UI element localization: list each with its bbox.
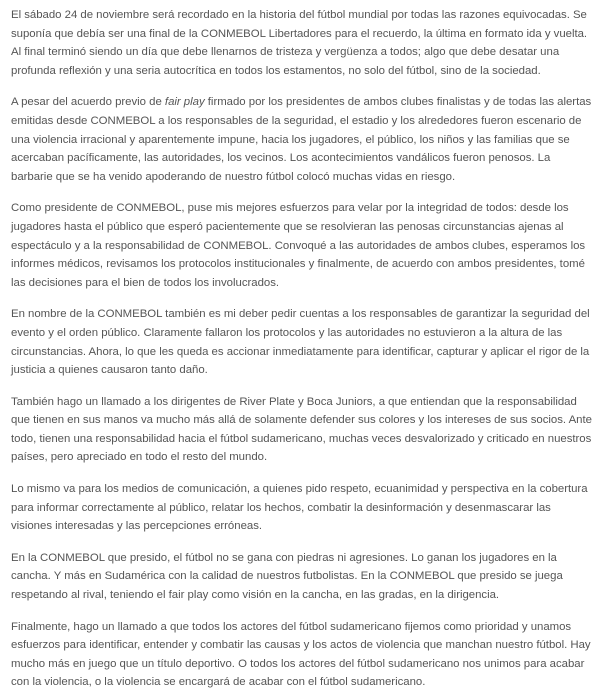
paragraph-2-emphasis: fair play	[164, 96, 205, 109]
paragraph-8: Finalmente, hago un llamado a que todos los actores del fútbol sudamericano fijemos como prioridad y unamos esfuerzos para identificar, entender y combatir las causas y los actos de violencia que manchan nuestro fútbol. Hay mucho más en juego que un título deportivo. O todos los actores del fútbol sudamericano nos unimos para acabar con la violencia, o la violencia se encargará de acabar con el fútbol sudamericano.	[11, 620, 591, 689]
paragraph-2	[11, 93, 592, 186]
paragraph-7: En la CONMEBOL que presido, el fútbol no se gana con piedras ni agresiones. Lo ganan los jugadores en la cancha. Y más en Sudamérica con la calidad de nuestros futbolistas. En la CONMEBOL que presido se juega respetando al rival, teniendo el fair play como visión en la cancha, en las gradas, en la dirigencia.	[11, 551, 563, 602]
paragraph-2-before: A pesar del acuerdo previo de	[11, 96, 165, 109]
paragraph-2-after: firmado por los presidentes de ambos clubes finalistas y de todas las alertas emitidas desde CONMEBOL a los responsables de la seguridad, el estadio y los alrededores fueron escenario de una violencia irracional y aparentemente impune, hacia los jugadores, el público, los niños y las familias que se acercaban pacíficamente, las autoridades, los vecinos. Los acontecimientos vandálicos fueron penosos. La barbarie que se ha venido apoderando de nuestro fútbol colocó muchas vidas en riesgo.	[11, 96, 592, 183]
paragraph-3: Como presidente de CONMEBOL, puse mis mejores esfuerzos para velar por la integridad de todos: desde los jugadores hasta el público que esperó pacientemente que se resolvieran las penosas circunstancias ajenas al espectáculo y a la responsabilidad de CONMEBOL. Convoqué a las autoridades de ambos clubes, esperamos los informes médicos, revisamos los protocolos institucionales y finalmente, de acuerdo con ambos presidentes, tomé las decisiones para el bien de todos los involucrados.	[11, 202, 586, 289]
paragraph-1: El sábado 24 de noviembre será recordado en la historia del fútbol mundial por todas las razones equivocadas. Se suponía que debía ser una final de la CONMEBOL Libertadores para el recuerdo, la última en formato ida y vuelta. Al final terminó siendo un día que debe llenarnos de tristeza y vergüenza a todos; algo que debe desatar una profunda reflexión y una seria autocrítica en todos los estamentos, no solo del fútbol, sino de la sociedad.	[11, 9, 588, 77]
paragraph-4: En nombre de la CONMEBOL también es mi deber pedir cuentas a los responsables de garantizar la seguridad del evento y el orden público. Claramente fallaron los protocolos y las autoridades no estuvieron a la altura de las circunstancias. Ahora, lo que les queda es accionar inmediatamente para identificar, capturar y aplicar el rigor de la justicia a quienes causaron tanto daño.	[11, 308, 590, 377]
paragraph-5: También hago un llamado a los dirigentes de River Plate y Boca Juniors, a que entiendan que la responsabilidad que tienen en sus manos va mucho más allá de solamente defender sus colores y los intereses de sus socios. Ante todo, tienen una responsabilidad hacia el fútbol sudamericano, muchas veces desvalorizado y criticado en nuestros países, pero apreciado en todo el resto del mundo.	[11, 395, 592, 464]
paragraph-6: Lo mismo va para los medios de comunicación, a quienes pido respeto, ecuanimidad y perspectiva en la cobertura para informar correctamente al público, relatar los hechos, combatir la desinformación y desenmascarar las visiones interesadas y las percepciones erróneas.	[11, 483, 588, 533]
